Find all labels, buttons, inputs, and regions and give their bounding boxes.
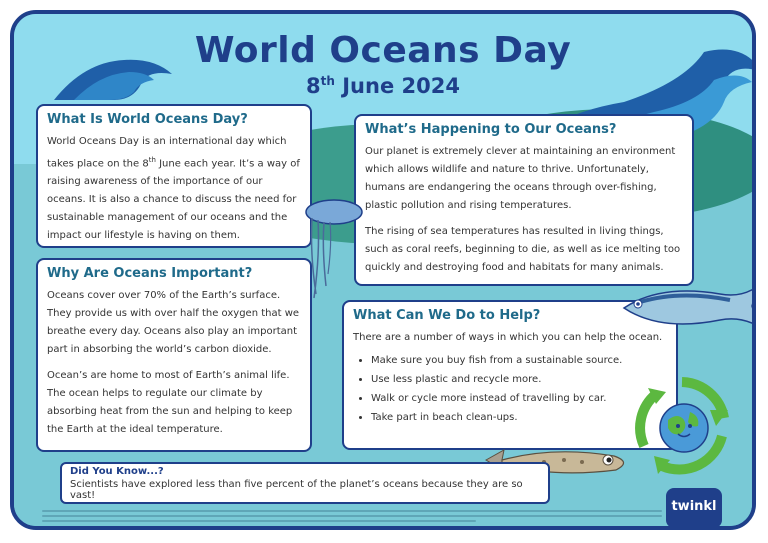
why-important-box xyxy=(36,258,312,452)
happening-box xyxy=(354,114,694,286)
list-item: • Walk or cycle more instead of travelling by car. xyxy=(371,389,667,408)
did-you-know-text: Scientists have explored less than five percent of the planet’s oceans because they are so vast! xyxy=(70,479,523,501)
happening-heading: What’s Happening to Our Oceans? xyxy=(365,122,617,137)
twinkl-logo: twinkl xyxy=(666,488,722,528)
fine-print xyxy=(42,510,662,524)
help-heading: What Can We Do to Help? xyxy=(353,308,541,323)
did-you-know-heading: Did You Know...? xyxy=(70,466,164,477)
mackerel-fish-icon xyxy=(620,276,756,336)
did-you-know-box xyxy=(60,462,550,504)
recycle-earth-icon xyxy=(632,376,732,476)
what-is-heading: What Is World Oceans Day? xyxy=(47,112,248,127)
why-important-text-1: Oceans cover over 70% of the Earth’s surface. They provide us with over half the oxygen that we breathe every day. Oceans also play an important part in absorbing the world’s carbon dioxide. xyxy=(47,290,300,355)
help-list xyxy=(353,351,667,427)
happening-text-1: Our planet is extremely clever at maintaining an environment which allows wildlife and nature to thrive. Unfortunately, humans are endangering the oceans through over-fishing, plastic pollution and rising temperatures. xyxy=(365,146,676,211)
list-item: • Take part in beach clean-ups. xyxy=(371,408,667,427)
page-subtitle-date: 8th June 2024 xyxy=(306,74,460,98)
page-title: World Oceans Day xyxy=(194,30,572,71)
why-important-heading: Why Are Oceans Important? xyxy=(47,266,253,281)
jellyfish-icon xyxy=(298,194,364,304)
why-important-text-2: Ocean’s are home to most of Earth’s animal life. The ocean helps to regulate our climate by absorbing heat from the sun and helping to keep the Earth at the ideal temperature. xyxy=(47,370,293,435)
happening-text-2: The rising of sea temperatures has resulted in living things, such as coral reefs, beginning to die, as well as ice melting too quickly and destroying food and habitats for many animals. xyxy=(365,226,681,273)
what-is-text: World Oceans Day is an international day which takes place on the 8th June each year. It’s a way of raising awareness of the importance of our oceans. It is also a chance to discuss the need for sustainable management of our oceans and the impact our lifestyle is having on them. xyxy=(47,136,300,242)
poster xyxy=(10,10,756,530)
what-is-box xyxy=(36,104,312,248)
help-intro: There are a number of ways in which you can help the ocean. xyxy=(353,332,663,343)
list-item: • Make sure you buy fish from a sustainable source. xyxy=(371,351,667,370)
list-item: • Use less plastic and recycle more. xyxy=(371,370,667,389)
